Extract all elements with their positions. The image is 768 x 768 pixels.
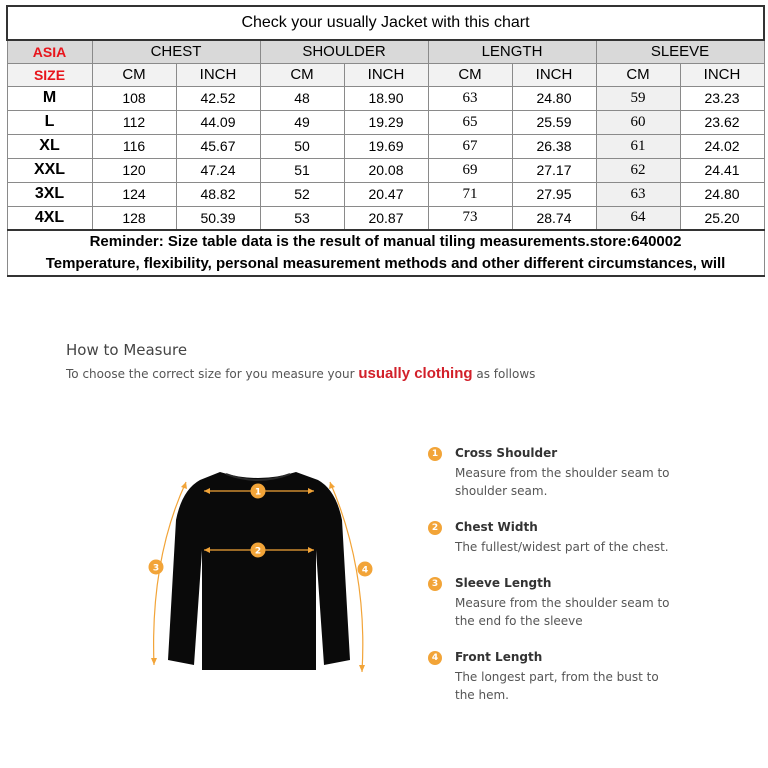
how-to-measure-subtitle bbox=[66, 365, 535, 382]
unit-header: CM bbox=[92, 63, 176, 86]
measurement-cell: 24.80 bbox=[680, 182, 764, 206]
how-to-measure-title: How to Measure bbox=[66, 341, 188, 359]
measurement-cell: 67 bbox=[428, 134, 512, 158]
measurement-cell: 48.82 bbox=[176, 182, 260, 206]
size-row bbox=[7, 158, 764, 182]
badge-3 bbox=[149, 560, 164, 575]
measurement-cell: 71 bbox=[428, 182, 512, 206]
measurement-cell: 60 bbox=[596, 110, 680, 134]
size-chart-table bbox=[6, 5, 765, 277]
measurement-cell: 64 bbox=[596, 206, 680, 230]
measurement-cell: 24.80 bbox=[512, 86, 596, 110]
svg-text:3: 3 bbox=[152, 563, 160, 574]
measurement-cell: 20.87 bbox=[344, 206, 428, 230]
measurement-cell: 25.20 bbox=[680, 206, 764, 230]
reminder-line-1: Reminder: Size table data is the result of manual tiling measurements.store:640002 bbox=[7, 230, 764, 252]
subtitle-highlight: usually clothing bbox=[358, 365, 473, 382]
group-header-chest: CHEST bbox=[92, 40, 260, 63]
size-cell: XXL bbox=[7, 158, 92, 182]
badge-2 bbox=[251, 543, 266, 558]
item-number-badge: 3 bbox=[428, 577, 442, 591]
size-cell: L bbox=[7, 110, 92, 134]
sweater-measure-diagram bbox=[140, 460, 380, 680]
measurement-cell: 42.52 bbox=[176, 86, 260, 110]
group-header-length: LENGTH bbox=[428, 40, 596, 63]
measurement-cell: 51 bbox=[260, 158, 344, 182]
measurement-cell: 23.62 bbox=[680, 110, 764, 134]
measurement-cell: 59 bbox=[596, 86, 680, 110]
unit-header: CM bbox=[428, 63, 512, 86]
group-header-sleeve: SLEEVE bbox=[596, 40, 764, 63]
measurement-cell: 47.24 bbox=[176, 158, 260, 182]
size-row bbox=[7, 110, 764, 134]
size-label: SIZE bbox=[7, 63, 92, 86]
measurement-cell: 108 bbox=[92, 86, 176, 110]
badge-1 bbox=[251, 484, 266, 499]
item-title: Sleeve Length bbox=[455, 576, 552, 590]
size-row bbox=[7, 86, 764, 110]
sleeve-arrow-head-top bbox=[181, 482, 187, 489]
measurement-cell: 116 bbox=[92, 134, 176, 158]
item-description: Measure from the shoulder seam to shoulder seam. bbox=[455, 466, 670, 498]
chart-title: Check your usually Jacket with this chart bbox=[7, 6, 764, 40]
item-number-badge: 2 bbox=[428, 521, 442, 535]
size-cell: XL bbox=[7, 134, 92, 158]
measurement-cell: 69 bbox=[428, 158, 512, 182]
unit-header: CM bbox=[260, 63, 344, 86]
subtitle-prefix: To choose the correct size for you measure your bbox=[66, 367, 355, 381]
measurement-cell: 18.90 bbox=[344, 86, 428, 110]
measurement-cell: 73 bbox=[428, 206, 512, 230]
size-row bbox=[7, 182, 764, 206]
subtitle-suffix: as follows bbox=[476, 367, 536, 381]
item-title: Cross Shoulder bbox=[455, 446, 558, 460]
measurement-cell: 24.41 bbox=[680, 158, 764, 182]
sleeve-arrow-head-bottom bbox=[151, 658, 157, 665]
measurement-cell: 24.02 bbox=[680, 134, 764, 158]
measurement-cell: 53 bbox=[260, 206, 344, 230]
length-arrow-head-top bbox=[329, 482, 335, 489]
measurement-cell: 49 bbox=[260, 110, 344, 134]
measurement-cell: 27.17 bbox=[512, 158, 596, 182]
item-title: Front Length bbox=[455, 650, 543, 664]
measurement-cell: 120 bbox=[92, 158, 176, 182]
svg-text:1: 1 bbox=[254, 487, 262, 498]
item-number-badge: 1 bbox=[428, 447, 442, 461]
size-row bbox=[7, 206, 764, 230]
measurement-cell: 65 bbox=[428, 110, 512, 134]
unit-header: INCH bbox=[512, 63, 596, 86]
measurement-cell: 52 bbox=[260, 182, 344, 206]
measurement-cell: 61 bbox=[596, 134, 680, 158]
measurement-cell: 63 bbox=[596, 182, 680, 206]
unit-header: INCH bbox=[176, 63, 260, 86]
badge-4 bbox=[358, 562, 373, 577]
measurement-cell: 25.59 bbox=[512, 110, 596, 134]
item-description: Measure from the shoulder seam to the end fo the sleeve bbox=[455, 596, 670, 628]
measurement-cell: 44.09 bbox=[176, 110, 260, 134]
measurement-cell: 50 bbox=[260, 134, 344, 158]
reminder-line-2: Temperature, flexibility, personal measurement methods and other different circumstances, will bbox=[7, 252, 764, 276]
item-description: The fullest/widest part of the chest. bbox=[455, 540, 669, 554]
sweater-shape bbox=[168, 472, 350, 670]
measurement-cell: 20.47 bbox=[344, 182, 428, 206]
size-cell: 3XL bbox=[7, 182, 92, 206]
measurement-cell: 23.23 bbox=[680, 86, 764, 110]
item-number-badge: 4 bbox=[428, 651, 442, 665]
measurement-cell: 28.74 bbox=[512, 206, 596, 230]
measurement-cell: 124 bbox=[92, 182, 176, 206]
asia-label: ASIA bbox=[7, 40, 92, 63]
svg-text:4: 4 bbox=[361, 565, 369, 576]
measurement-cell: 19.69 bbox=[344, 134, 428, 158]
size-row bbox=[7, 134, 764, 158]
measurement-cell: 63 bbox=[428, 86, 512, 110]
measurement-cell: 20.08 bbox=[344, 158, 428, 182]
item-title: Chest Width bbox=[455, 520, 538, 534]
item-description: The longest part, from the bust to the hem. bbox=[455, 670, 659, 702]
measurement-cell: 26.38 bbox=[512, 134, 596, 158]
measurement-cell: 112 bbox=[92, 110, 176, 134]
length-arrow-head-bottom bbox=[359, 665, 365, 672]
measurement-cell: 50.39 bbox=[176, 206, 260, 230]
measurement-cell: 45.67 bbox=[176, 134, 260, 158]
unit-header: CM bbox=[596, 63, 680, 86]
unit-header: INCH bbox=[344, 63, 428, 86]
group-header-shoulder: SHOULDER bbox=[260, 40, 428, 63]
size-cell: M bbox=[7, 86, 92, 110]
measurement-cell: 62 bbox=[596, 158, 680, 182]
measurement-cell: 27.95 bbox=[512, 182, 596, 206]
svg-text:2: 2 bbox=[254, 546, 262, 557]
measurement-cell: 128 bbox=[92, 206, 176, 230]
size-cell: 4XL bbox=[7, 206, 92, 230]
unit-header: INCH bbox=[680, 63, 764, 86]
measurement-cell: 48 bbox=[260, 86, 344, 110]
measurement-cell: 19.29 bbox=[344, 110, 428, 134]
